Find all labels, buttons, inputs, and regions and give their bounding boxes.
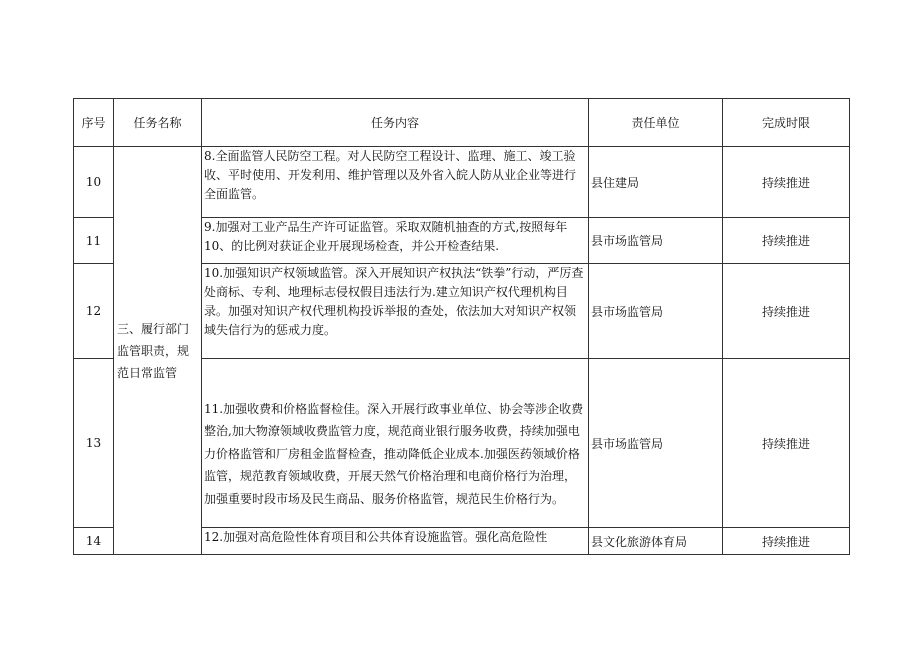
deadline: 持续推进 bbox=[723, 147, 850, 218]
task-group-name: 三、履行部门监管职责，规范日常监管 bbox=[114, 147, 202, 555]
row-number: 13 bbox=[74, 359, 114, 528]
row-number: 14 bbox=[74, 528, 114, 555]
header-name: 任务名称 bbox=[114, 99, 202, 147]
task-content: 10.加强知识产权领域监管。深入开展知识产权执法“铁拳”行动，严厉查处商标、专利、地理标志侵权假目违法行为.建立知识产权代理机构目录。加强对知识产权代理机构投诉举报的查处，依法加大对知识产权领域失信行为的惩戒力度。 bbox=[202, 264, 589, 359]
row-number: 12 bbox=[74, 264, 114, 359]
header-content: 任务内容 bbox=[202, 99, 589, 147]
row-number: 10 bbox=[74, 147, 114, 218]
task-content: 11.加强收费和价格监督检佳。深入开展行政事业单位、协会等涉企收费整治,加大物潦领域收费监管力度，规范商业银行服务收费，持续加强电力价格监管和厂房租金监督检查，推动降低企业成本.加强医药领域价格监管，规范教育领域收费，开展天然气价格治理和电商价格行为治理，加强重要时段市场及民生商品、服务价格监管，规范民生价格行为。 bbox=[202, 359, 589, 528]
deadline: 持续推进 bbox=[723, 264, 850, 359]
responsible-unit: 县市场监管局 bbox=[589, 359, 723, 528]
deadline: 持续推进 bbox=[723, 218, 850, 264]
responsible-unit: 县市场监管局 bbox=[589, 264, 723, 359]
task-content: 9.加强对工业产品生产许可证监管。采取双随机抽查的方式,按照每年10、的比例对获证企业开展现场检查，并公开检查结果. bbox=[202, 218, 589, 264]
deadline: 持续推进 bbox=[723, 359, 850, 528]
task-table bbox=[73, 98, 850, 555]
responsible-unit: 县住建局 bbox=[589, 147, 723, 218]
table-header-row bbox=[74, 99, 850, 147]
task-content: 12.加强对高危险性体育项目和公共体育设施监管。强化高危险性 bbox=[202, 528, 589, 555]
row-number: 11 bbox=[74, 218, 114, 264]
responsible-unit: 县文化旅游体育局 bbox=[589, 528, 723, 555]
task-content: 8.全面监管人民防空工程。对人民防空工程设计、监理、施工、竣工验收、平时使用、开发利用、维护管理以及外省入皖人防从业企业等进行全面监管。 bbox=[202, 147, 589, 218]
responsible-unit: 县市场监管局 bbox=[589, 218, 723, 264]
table-row bbox=[74, 147, 850, 218]
header-unit: 责任单位 bbox=[589, 99, 723, 147]
header-no: 序号 bbox=[74, 99, 114, 147]
deadline: 持续推进 bbox=[723, 528, 850, 555]
header-deadline: 完成时限 bbox=[723, 99, 850, 147]
